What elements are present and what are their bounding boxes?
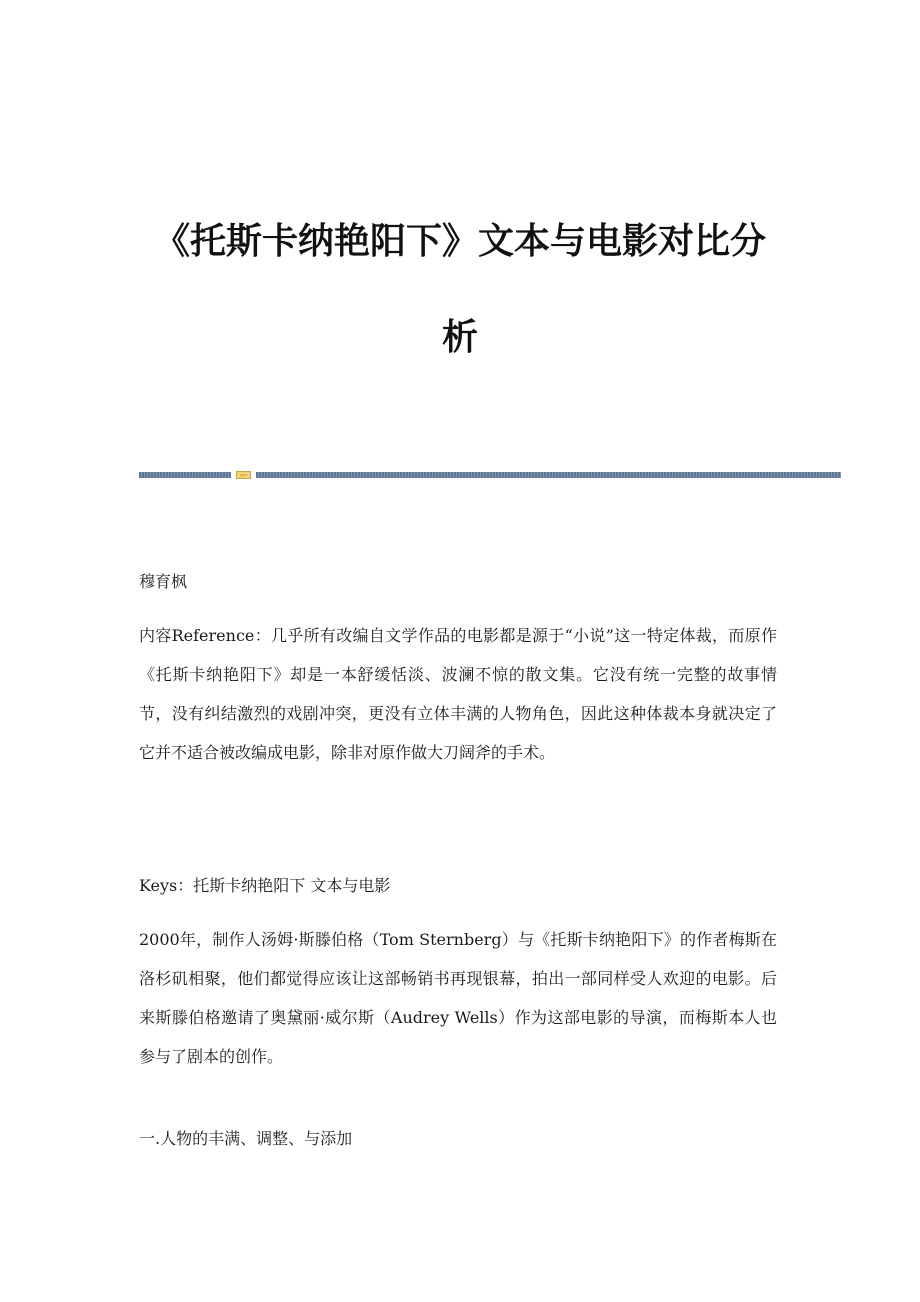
section-heading-1: 一.人物的丰满、调整、与添加 [139,1129,353,1148]
divider-bar-left [139,472,231,478]
document-title-line-2: 析 [441,317,478,358]
divider-ornament-icon [236,471,251,479]
abstract-paragraph: 内容Reference：几乎所有改编自文学作品的电影都是源于“小说”这一特定体裁，而原作《托斯卡纳艳阳下》却是一本舒缓恬淡、波澜不惊的散文集。它没有统一完整的故事情节，没有纠结激烈的戏剧冲突，更没有立体丰满的人物角色，因此这种体裁本身就决定了它并不适合被改编成电影，除非对原作做大刀阔斧的手术。 [139,626,777,762]
author-name: 穆育枫 [139,572,188,591]
document-title-line-1: 《托斯卡纳艳阳下》文本与电影对比分 [153,221,766,262]
divider-bar-right [256,472,841,478]
intro-paragraph: 2000年，制作人汤姆·斯滕伯格（Tom Sternberg）与《托斯卡纳艳阳下》的作者梅斯在洛杉矶相聚，他们都觉得应该让这部畅销书再现银幕，拍出一部同样受人欢迎的电影。后来斯滕伯格邀请了奥黛丽·威尔斯（Audrey Wells）作为这部电影的导演，而梅斯本人也参与了剧本的创作。 [139,930,777,1066]
title-divider [139,471,841,479]
keywords-line: Keys：托斯卡纳艳阳下 文本与电影 [139,876,391,895]
